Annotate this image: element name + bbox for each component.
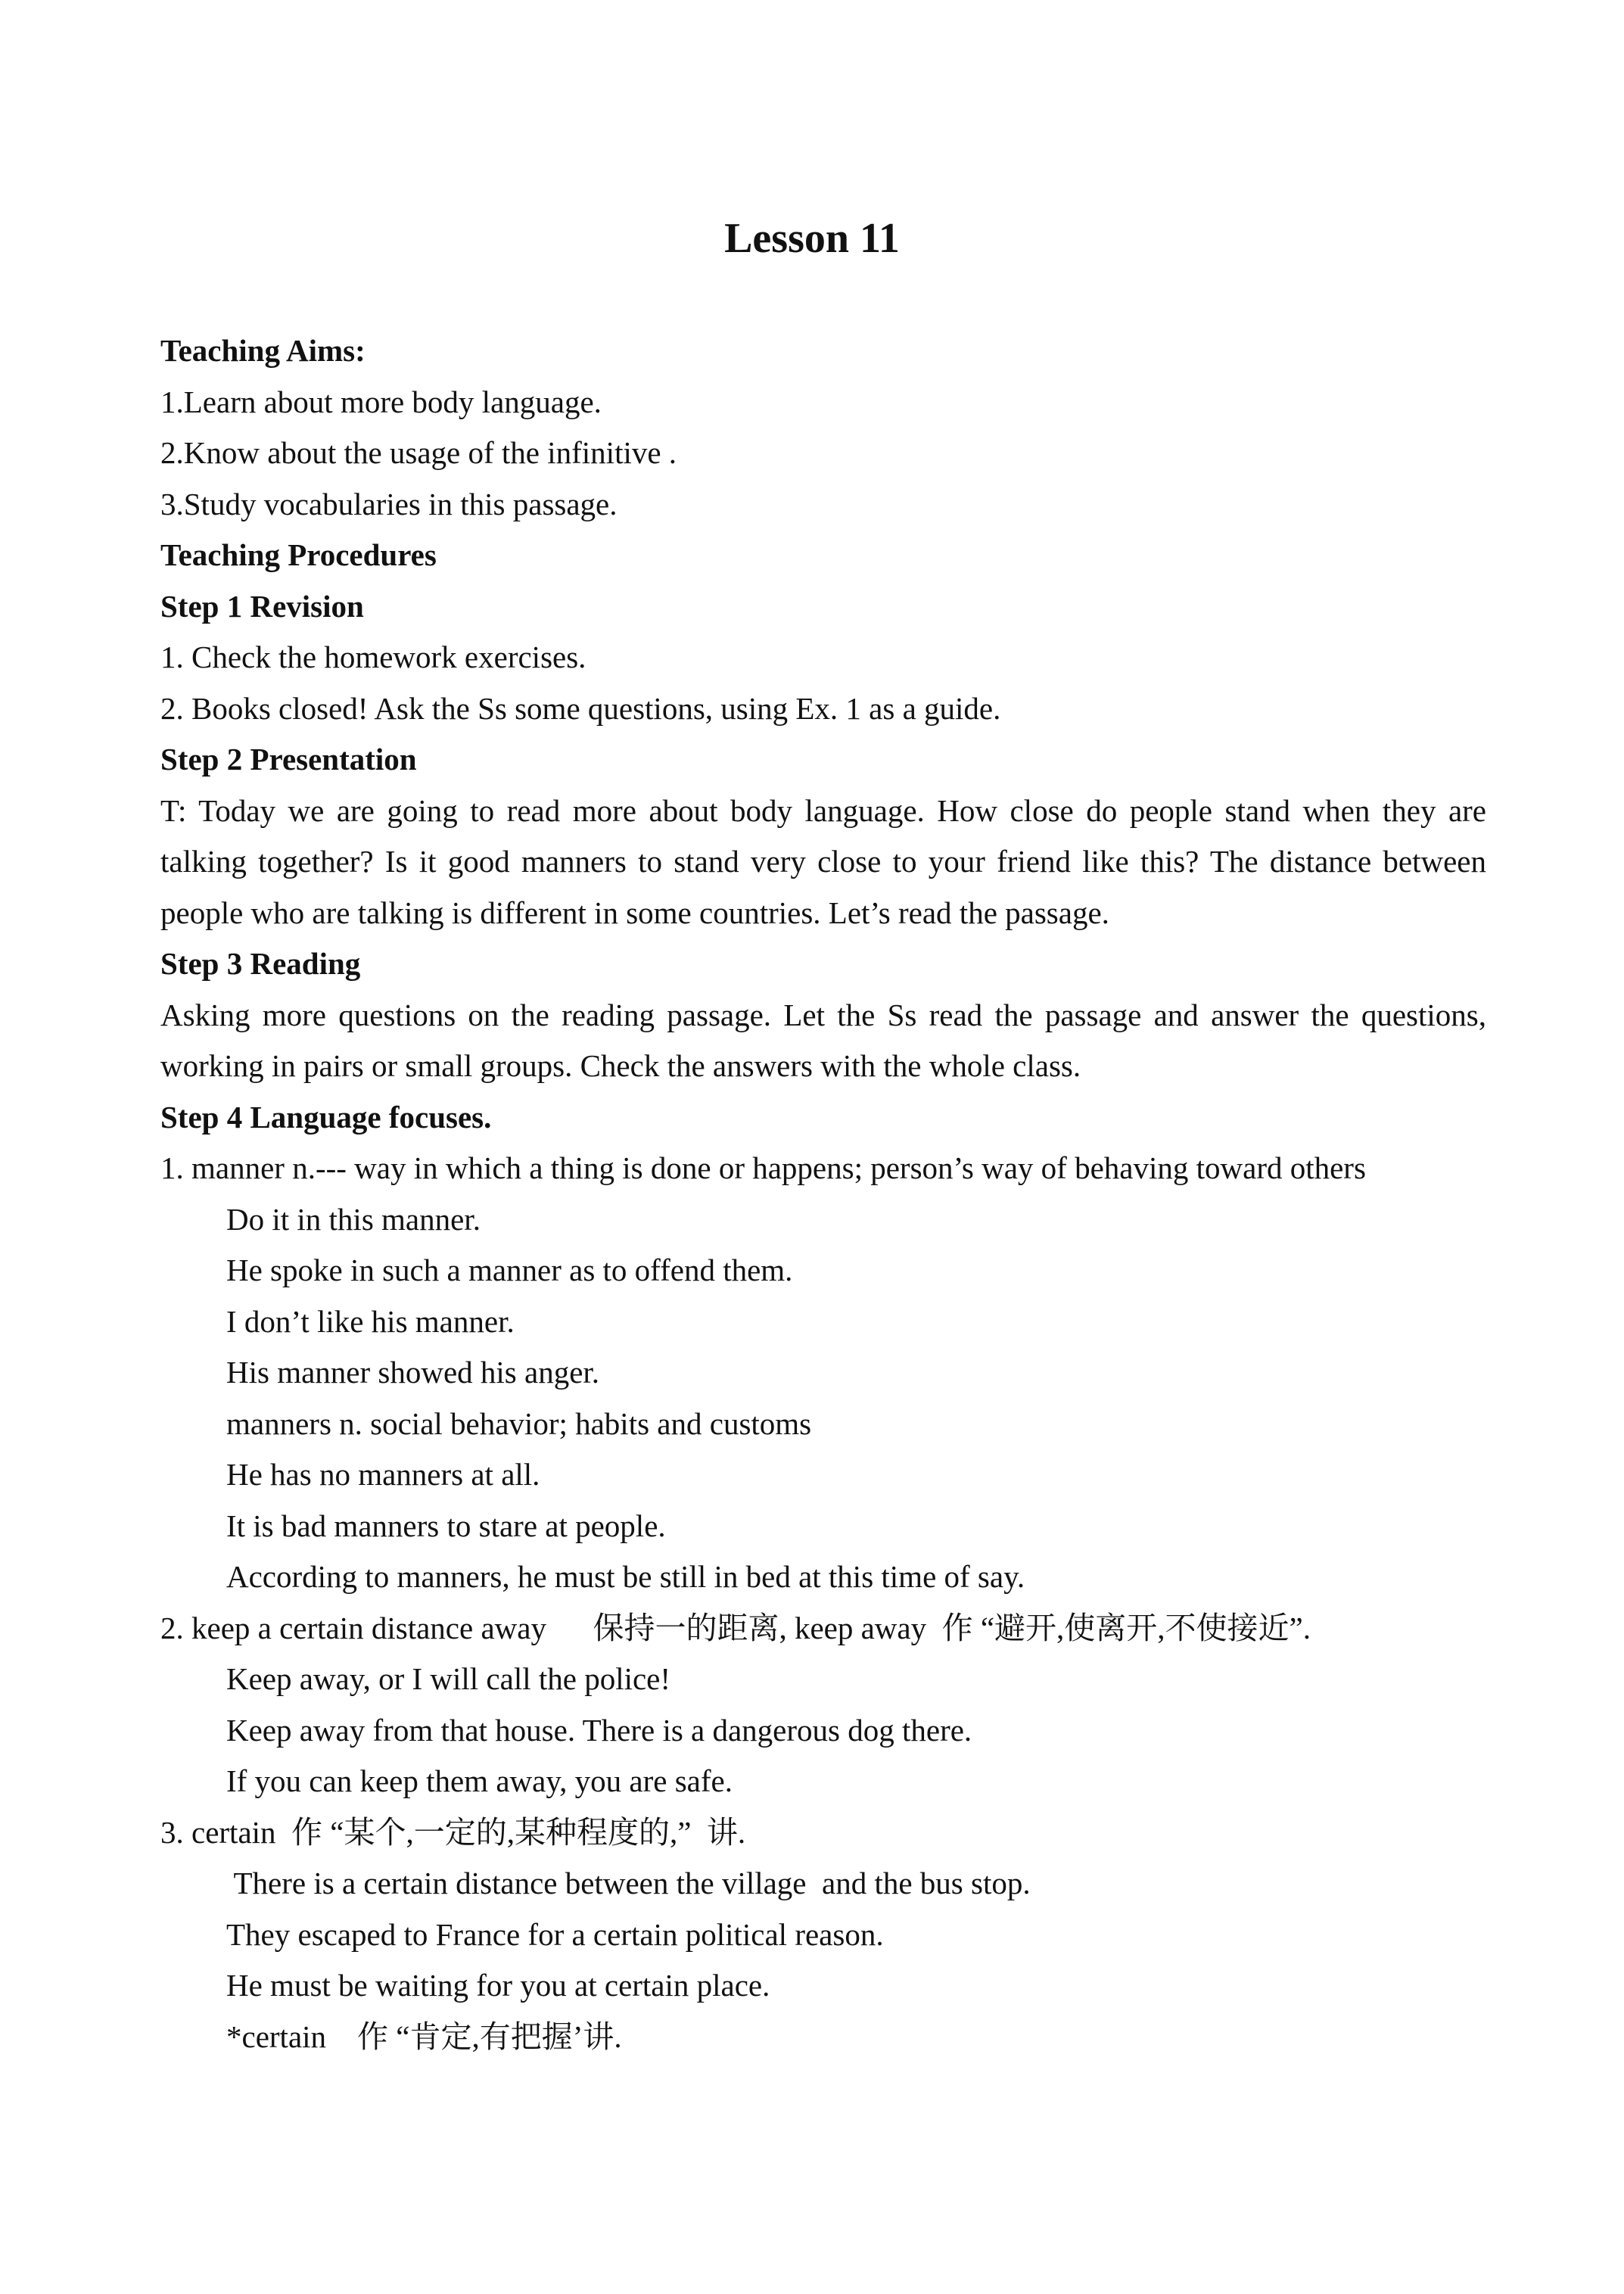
example-sentence: manners n. social behavior; habits and customs — [226, 1405, 812, 1441]
step3-section — [160, 938, 1486, 1092]
example-sentence: His manner showed his anger. — [226, 1355, 600, 1390]
section-heading: Teaching Aims: — [160, 333, 366, 368]
example-sentence: *certain 作 “肯定,有把握’讲. — [226, 2019, 622, 2054]
example-sentence: He must be waiting for you at certain place. — [226, 1968, 770, 2003]
list-item: 2.Know about the usage of the infinitive . — [160, 435, 677, 470]
teaching-aims-section — [160, 325, 1486, 530]
example-sentence: He spoke in such a manner as to offend them. — [226, 1253, 793, 1287]
example-sentence: If you can keep them away, you are safe. — [226, 1763, 733, 1798]
page-title: Lesson 11 — [724, 215, 900, 262]
step-heading: Step 1 Revision — [160, 588, 364, 624]
example-sentence: Do it in this manner. — [226, 1201, 481, 1237]
paragraph: Asking more questions on the reading passage. Let the Ss read the passage and answer the questions, working in pairs or small groups. Check the answers with the whole class. — [160, 997, 1486, 1083]
list-item: 1.Learn about more body language. — [160, 384, 602, 419]
step4-section — [160, 1092, 1486, 2063]
step2-section — [160, 734, 1486, 938]
step-heading: Step 3 Reading — [160, 946, 361, 981]
list-item: 2. Books closed! Ask the Ss some questions, using Ex. 1 as a guide. — [160, 690, 1001, 726]
example-sentence: According to manners, he must be still in bed at this time of say. — [226, 1559, 1025, 1594]
section-heading: Teaching Procedures — [160, 537, 437, 572]
list-item: 1. Check the homework exercises. — [160, 640, 586, 674]
vocab-term: 2. keep a certain distance away 保持一的距离, keep away 作 “避开,使离开,不使接近”. — [160, 1610, 1311, 1645]
paragraph: T: Today we are going to read more about body language. How close do people stand when they are talking together? Is it good manners to stand very close to your friend like this? The distance between people who are talking is different in some countries. Let’s read the passage. — [160, 792, 1486, 930]
example-sentence: It is bad manners to stare at people. — [226, 1508, 666, 1543]
example-sentence: Keep away from that house. There is a dangerous dog there. — [226, 1712, 972, 1748]
example-sentence: I don’t like his manner. — [226, 1303, 515, 1339]
step-heading: Step 2 Presentation — [160, 742, 417, 777]
document-body — [160, 325, 1486, 2062]
step-heading: Step 4 Language focuses. — [160, 1099, 492, 1135]
step1-section — [160, 581, 1486, 735]
example-sentence: Keep away, or I will call the police! — [226, 1661, 671, 1696]
vocab-term: 3. certain 作 “某个,一定的,某种程度的,” 讲. — [160, 1814, 746, 1850]
example-sentence: They escaped to France for a certain political reason. — [226, 1916, 884, 1952]
list-item: 3.Study vocabularies in this passage. — [160, 486, 618, 521]
vocab-term: 1. manner n.--- way in which a thing is done or happens; person’s way of behaving toward others — [160, 1150, 1366, 1185]
example-sentence: He has no manners at all. — [226, 1457, 540, 1492]
example-sentence: There is a certain distance between the village and the bus stop. — [226, 1866, 1031, 1900]
